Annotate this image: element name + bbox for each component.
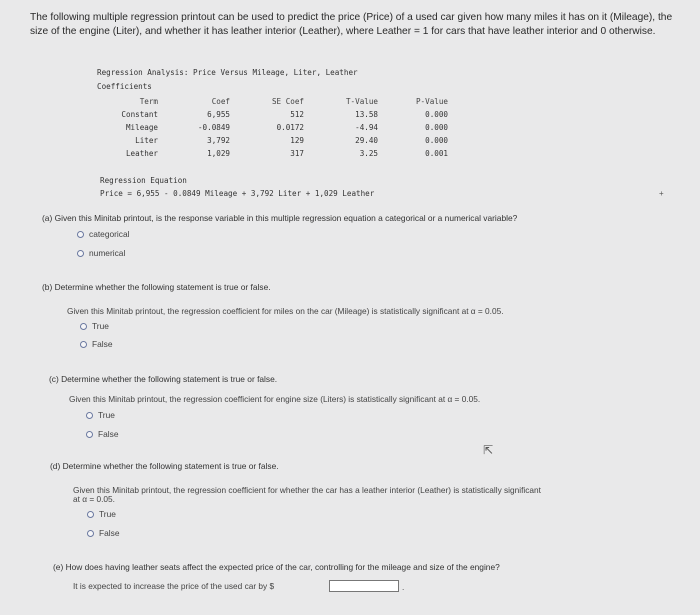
question-d-text-line2: at α = 0.05. bbox=[73, 494, 115, 504]
option-a-numerical[interactable] bbox=[77, 248, 125, 258]
option-label: categorical bbox=[89, 229, 130, 239]
t-value-cell: 29.40 bbox=[355, 136, 378, 145]
t-value-cell: -4.94 bbox=[355, 123, 378, 132]
coef-cell: 6,955 bbox=[207, 110, 230, 119]
question-e-label: (e) How does having leather seats affect the expected price of the car, controlling for the mileage and size of the engine? bbox=[53, 562, 500, 572]
se-coef-cell: 129 bbox=[290, 136, 304, 145]
option-label: True bbox=[99, 509, 116, 519]
option-a-categorical[interactable] bbox=[77, 229, 130, 239]
table-row bbox=[100, 147, 448, 160]
header-coef: Coef bbox=[211, 97, 230, 106]
radio-icon[interactable] bbox=[77, 250, 84, 257]
question-b-text: Given this Minitab printout, the regression coefficient for miles on the car (Mileage) is statistically significant at α = 0.05. bbox=[67, 306, 504, 316]
table-header-row bbox=[100, 95, 448, 108]
radio-icon[interactable] bbox=[87, 511, 94, 518]
coef-cell: 3,792 bbox=[207, 136, 230, 145]
coefficients-heading: Coefficients bbox=[97, 82, 152, 91]
option-label: False bbox=[99, 528, 120, 538]
header-t-value: T-Value bbox=[345, 97, 378, 106]
option-label: numerical bbox=[89, 248, 126, 258]
regression-title: Regression Analysis: Price Versus Mileage, Liter, Leather bbox=[97, 68, 358, 77]
question-b-label: (b) Determine whether the following statement is true or false. bbox=[42, 282, 271, 292]
question-e-text: It is expected to increase the price of the used car by $ bbox=[73, 581, 275, 591]
p-value-cell: 0.001 bbox=[425, 149, 448, 158]
se-coef-cell: 317 bbox=[290, 149, 304, 158]
option-b-false[interactable] bbox=[80, 339, 112, 349]
option-label: False bbox=[92, 339, 113, 349]
radio-icon[interactable] bbox=[80, 323, 87, 330]
coef-cell: 1,029 bbox=[207, 149, 230, 158]
term-cell: Leather bbox=[125, 149, 158, 158]
question-d-text-line1: Given this Minitab printout, the regression coefficient for whether the car has a leather interior (Leather) is statistically significant bbox=[73, 485, 541, 495]
question-c-label: (c) Determine whether the following statement is true or false. bbox=[49, 374, 278, 384]
coef-cell: -0.0849 bbox=[197, 123, 230, 132]
p-value-cell: 0.000 bbox=[425, 110, 448, 119]
header-se-coef: SE Coef bbox=[271, 97, 304, 106]
increase-amount-input[interactable] bbox=[329, 580, 399, 592]
problem-intro: The following multiple regression printout can be used to predict the price (Price) of a used car given how many miles it has on it (Mileage), the size of the engine (Liter), and whether it has leather interior (Leather), where Leather = 1 for cars that have leather interior and 0 otherwise. bbox=[30, 12, 673, 37]
option-label: False bbox=[98, 429, 119, 439]
header-term: Term bbox=[139, 97, 158, 106]
regression-equation-heading: Regression Equation bbox=[100, 176, 187, 185]
table-row bbox=[100, 134, 448, 147]
p-value-cell: 0.000 bbox=[425, 136, 448, 145]
plus-marker-icon: + bbox=[659, 189, 664, 198]
option-d-true[interactable] bbox=[87, 509, 116, 519]
coefficients-table bbox=[100, 95, 448, 160]
t-value-cell: 13.58 bbox=[355, 110, 378, 119]
radio-icon[interactable] bbox=[86, 412, 93, 419]
option-label: True bbox=[98, 410, 115, 420]
table-row bbox=[100, 121, 448, 134]
radio-icon[interactable] bbox=[86, 431, 93, 438]
term-cell: Constant bbox=[121, 110, 158, 119]
regression-equation: Price = 6,955 - 0.0849 Mileage + 3,792 Liter + 1,029 Leather bbox=[100, 189, 375, 198]
mouse-pointer-icon: ⇱ bbox=[483, 443, 494, 457]
question-a-label: (a) Given this Minitab printout, is the response variable in this multiple regression equation a categorical or a numerical variable? bbox=[42, 213, 518, 223]
header-p-value: P-Value bbox=[415, 97, 448, 106]
p-value-cell: 0.000 bbox=[425, 123, 448, 132]
radio-icon[interactable] bbox=[77, 231, 84, 238]
question-c-text: Given this Minitab printout, the regression coefficient for engine size (Liters) is statistically significant at α = 0.05. bbox=[69, 394, 481, 404]
t-value-cell: 3.25 bbox=[359, 149, 378, 158]
option-c-false[interactable] bbox=[86, 429, 118, 439]
se-coef-cell: 512 bbox=[290, 110, 304, 119]
question-d-label: (d) Determine whether the following statement is true or false. bbox=[50, 461, 279, 471]
answer-suffix: . bbox=[402, 582, 405, 592]
term-cell: Mileage bbox=[125, 123, 158, 132]
option-b-true[interactable] bbox=[80, 321, 109, 331]
option-label: True bbox=[92, 321, 109, 331]
option-c-true[interactable] bbox=[86, 410, 115, 420]
radio-icon[interactable] bbox=[80, 341, 87, 348]
table-row bbox=[100, 108, 448, 121]
radio-icon[interactable] bbox=[87, 530, 94, 537]
se-coef-cell: 0.0172 bbox=[276, 123, 304, 132]
option-d-false[interactable] bbox=[87, 528, 119, 538]
term-cell: Liter bbox=[135, 136, 158, 145]
